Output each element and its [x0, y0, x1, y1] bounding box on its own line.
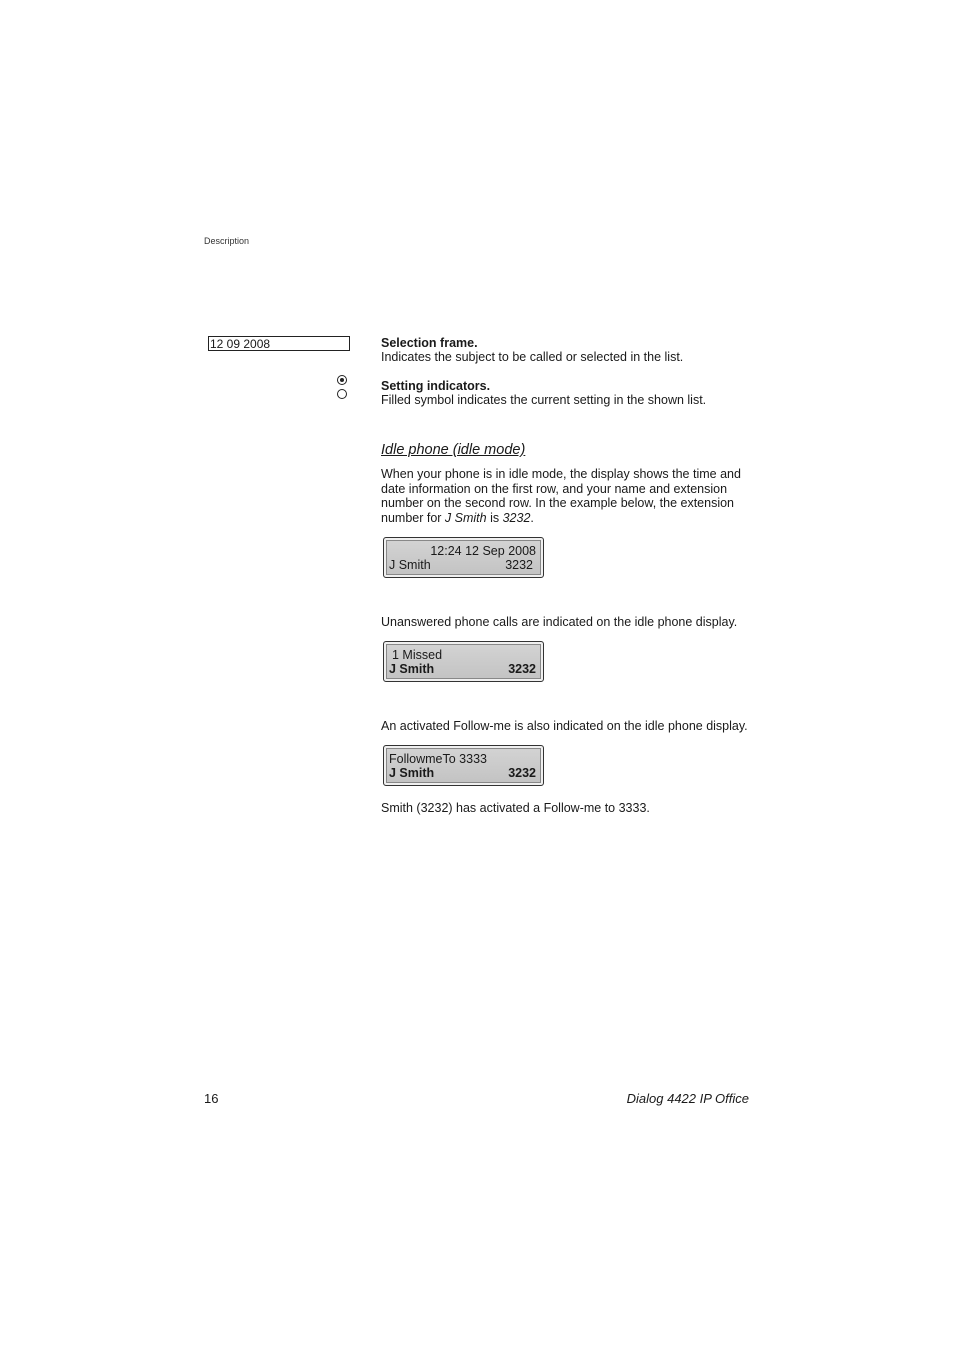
display-row-user [389, 662, 536, 676]
selection-frame-sample: 12 09 2008 [208, 336, 350, 351]
display-user-name: J Smith [389, 558, 431, 572]
missed-calls-paragraph: Unanswered phone calls are indicated on the idle phone display. [381, 615, 738, 629]
empty-radio-icon [337, 389, 347, 399]
intro-name: J Smith [444, 510, 487, 525]
intro-extension: 3232 [502, 510, 531, 525]
intro-end: . [530, 510, 534, 525]
display-extension: 3232 [508, 766, 536, 780]
selection-frame-definition [381, 336, 761, 364]
display-missed [383, 641, 544, 682]
section-header-label: Description [204, 236, 250, 246]
display-followme [383, 745, 544, 786]
filled-radio-icon [337, 375, 347, 385]
setting-indicators-description: Filled symbol indicates the current setting in the shown list. [381, 393, 707, 407]
setting-indicators-definition [381, 379, 761, 407]
setting-indicators-title: Setting indicators. [381, 379, 491, 393]
followme-paragraph: An activated Follow-me is also indicated on the idle phone display. [381, 719, 748, 733]
display-row-user [389, 558, 536, 572]
intro-is: is [486, 510, 503, 525]
display-row-user [389, 766, 536, 780]
display-row-datetime: 12:24 12 Sep 2008 [430, 544, 536, 558]
display-row-followme: FollowmeTo 3333 [389, 752, 487, 766]
page-number: 16 [204, 1091, 219, 1106]
selection-frame-title: Selection frame. [381, 336, 478, 350]
idle-intro-paragraph [381, 467, 753, 525]
display-row-missed: 1 Missed [392, 648, 443, 662]
section-title: Idle phone (idle mode) [381, 442, 526, 458]
followme-note: Smith (3232) has activated a Follow-me to 3333. [381, 801, 650, 815]
intro-text: When your phone is in idle mode, the display shows the time and date information on the first row, and your name and extension number on the second row. In the example below, the extension number for [381, 467, 741, 525]
display-user-name: J Smith [389, 766, 435, 780]
display-extension: 3232 [508, 662, 536, 676]
selection-frame-description: Indicates the subject to be called or selected in the list. [381, 350, 684, 364]
display-extension: 3232 [505, 558, 533, 572]
display-idle [383, 537, 544, 578]
document-title: Dialog 4422 IP Office [626, 1091, 749, 1106]
display-user-name: J Smith [389, 662, 435, 676]
